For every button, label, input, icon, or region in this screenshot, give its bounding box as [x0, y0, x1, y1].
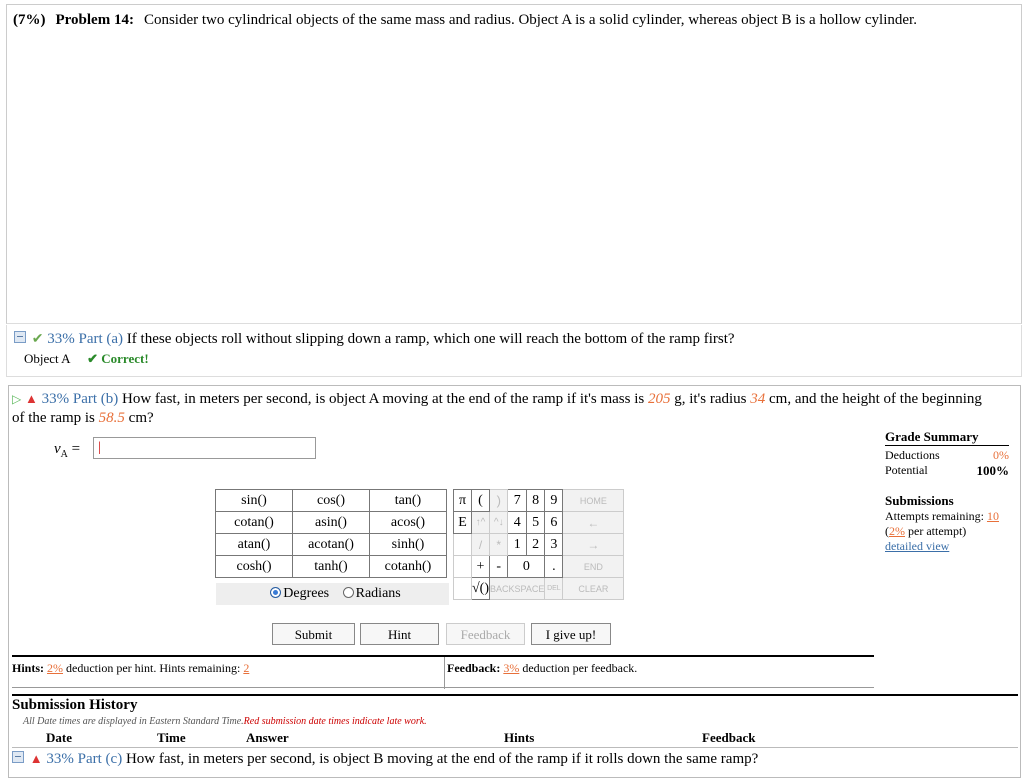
key-minus[interactable]: - — [490, 556, 508, 578]
key-asin[interactable]: asin() — [293, 512, 370, 534]
collapse-icon[interactable] — [14, 331, 26, 343]
hints-text: deduction per hint. Hints remaining: — [66, 661, 241, 675]
col-date: Date — [46, 730, 72, 745]
key-dot[interactable]: . — [545, 556, 563, 578]
part-c-question: How fast, in meters per second, is object B moving at the end of the ramp if it rolls down the same ramp? — [125, 751, 759, 767]
key-end[interactable]: END — [563, 556, 624, 578]
key-right-arrow[interactable]: → — [563, 534, 624, 556]
key-6[interactable]: 6 — [545, 512, 563, 534]
problem-statement — [13, 12, 917, 29]
problem-text: Consider two cylindrical objects of the same mass and radius. Object A is a solid cylinder, whereas object B is a hollow cylinder. — [143, 12, 917, 28]
part-c-divider — [12, 747, 1018, 748]
key-cos[interactable]: cos() — [293, 490, 370, 512]
feedback-label: Feedback: — [447, 661, 501, 675]
hints-label: Hints: — [12, 661, 45, 675]
key-atan[interactable]: atan() — [216, 534, 293, 556]
key-4[interactable]: 4 — [508, 512, 526, 534]
history-divider — [12, 694, 1018, 696]
part-b-q1: How fast, in meters per second, is object A moving at the end of the ramp if it's mass is — [122, 391, 645, 407]
potential-label: Potential — [885, 463, 928, 477]
feedback-text: deduction per feedback. — [522, 661, 638, 675]
key-cosh[interactable]: cosh() — [216, 556, 293, 578]
key-star[interactable]: * — [490, 534, 508, 556]
part-a-answer-line — [24, 351, 149, 367]
feedback-pct: 3% — [503, 661, 520, 675]
part-a-answer: Object A — [24, 351, 70, 366]
col-feedback: Feedback — [702, 730, 756, 745]
key-7[interactable]: 7 — [508, 490, 526, 512]
problem-header — [6, 4, 1022, 324]
key-sinh[interactable]: sinh() — [370, 534, 447, 556]
key-up[interactable]: ↑^ — [472, 512, 490, 534]
problem-title: Problem 14: — [55, 12, 134, 28]
per-attempt-label: per attempt) — [908, 524, 967, 538]
part-b-question — [12, 389, 992, 428]
part-b-pct: 33% — [41, 391, 70, 407]
answer-input[interactable]: | — [93, 437, 316, 459]
key-1[interactable]: 1 — [508, 534, 526, 556]
key-3[interactable]: 3 — [545, 534, 563, 556]
hint-button[interactable]: Hint — [360, 623, 439, 645]
history-note-text: All Date times are displayed in Eastern Standard Time. — [23, 716, 244, 727]
feedback-button[interactable]: Feedback — [446, 623, 525, 645]
key-cotanh[interactable]: cotanh() — [370, 556, 447, 578]
var-subscript: A — [60, 449, 68, 460]
part-a-question-line — [14, 331, 735, 348]
angle-mode — [216, 583, 449, 605]
number-keypad — [453, 489, 624, 600]
hints-feedback-bar — [12, 655, 874, 688]
function-keypad — [215, 489, 447, 578]
history-title: Submission History — [12, 697, 138, 713]
detailed-view-link[interactable]: detailed view — [885, 539, 950, 553]
expand-icon[interactable] — [12, 751, 24, 763]
key-sin[interactable]: sin() — [216, 490, 293, 512]
grade-title: Grade Summary — [885, 429, 979, 444]
var-symbol: v — [54, 441, 61, 457]
part-c-pct: 33% — [46, 751, 74, 767]
key-pi[interactable]: π — [454, 490, 472, 512]
grade-summary — [885, 429, 1009, 554]
var-equals: = — [71, 441, 81, 457]
key-backspace[interactable]: BACKSPACE — [490, 578, 545, 600]
key-acotan[interactable]: acotan() — [293, 534, 370, 556]
problem-weight: (7%) — [13, 12, 46, 28]
part-c-warning-icon: ▲ — [29, 751, 43, 766]
attempts-label: Attempts remaining: — [885, 509, 984, 523]
key-e[interactable]: E — [454, 512, 472, 534]
col-hints: Hints — [504, 730, 535, 745]
part-a-question: If these objects roll without slipping down a ramp, which one will reach the bottom of the ramp first? — [126, 331, 735, 347]
hints-pct: 2% — [47, 661, 64, 675]
per-attempt-pct: 2% — [889, 524, 905, 538]
col-time: Time — [157, 730, 186, 745]
degrees-radio[interactable] — [270, 587, 281, 598]
history-note-red: Red submission date times indicate late work. — [243, 716, 427, 727]
part-a-label[interactable]: Part (a) — [78, 331, 124, 347]
hints-remaining: 2 — [243, 661, 250, 675]
answer-variable-label — [54, 441, 80, 460]
key-lparen[interactable]: ( — [472, 490, 490, 512]
key-del[interactable]: DEL — [545, 578, 563, 600]
hints-divider — [444, 657, 445, 689]
part-a — [6, 325, 1022, 377]
key-9[interactable]: 9 — [545, 490, 563, 512]
part-b-q3: cm, and the height of the beginning of the ramp is — [12, 391, 982, 426]
key-plus[interactable]: + — [472, 556, 490, 578]
play-icon: ▷ — [12, 392, 22, 406]
feedback-info — [447, 661, 637, 676]
part-a-pct: 33% — [47, 331, 75, 347]
part-b-q4: cm? — [128, 410, 154, 426]
key-5[interactable]: 5 — [526, 512, 544, 534]
key-tan[interactable]: tan() — [370, 490, 447, 512]
history-note — [23, 716, 427, 727]
warning-icon: ▲ — [24, 391, 38, 406]
check-icon: ✔ — [31, 332, 44, 347]
hints-info — [12, 661, 249, 676]
part-b-mass: 205 — [647, 391, 671, 407]
key-left-arrow[interactable]: ← — [563, 512, 624, 534]
degrees-label: Degrees — [283, 586, 330, 601]
key-down[interactable]: ^↓ — [490, 512, 508, 534]
open-paren: ( — [885, 524, 889, 538]
key-sqrt[interactable]: √() — [472, 578, 490, 600]
col-answer: Answer — [246, 730, 289, 745]
submit-button[interactable]: Submit — [272, 623, 355, 645]
radians-label: Radians — [355, 586, 401, 601]
key-slash[interactable]: / — [472, 534, 490, 556]
potential-value: 100% — [976, 463, 1009, 478]
key-blank-3 — [454, 578, 472, 600]
deductions-value: 0% — [993, 448, 1009, 462]
part-b-radius: 34 — [750, 391, 766, 407]
attempts-value: 10 — [986, 509, 999, 523]
give-up-button[interactable]: I give up! — [531, 623, 611, 645]
key-8[interactable]: 8 — [526, 490, 544, 512]
part-b — [8, 385, 1021, 778]
part-a-status: ✔ Correct! — [87, 351, 149, 366]
key-rparen[interactable]: ) — [490, 490, 508, 512]
submissions-title: Submissions — [885, 493, 954, 508]
key-2[interactable]: 2 — [526, 534, 544, 556]
part-b-label[interactable]: Part (b) — [72, 391, 119, 407]
part-b-height: 58.5 — [98, 410, 125, 426]
key-home[interactable]: HOME — [563, 490, 624, 512]
key-clear[interactable]: CLEAR — [563, 578, 624, 600]
part-c — [12, 751, 758, 768]
key-acos[interactable]: acos() — [370, 512, 447, 534]
part-c-label[interactable]: Part (c) — [77, 751, 123, 767]
deductions-label: Deductions — [885, 448, 940, 462]
key-blank-2 — [454, 556, 472, 578]
key-blank — [454, 534, 472, 556]
key-cotan[interactable]: cotan() — [216, 512, 293, 534]
key-0[interactable]: 0 — [508, 556, 545, 578]
key-tanh[interactable]: tanh() — [293, 556, 370, 578]
radians-radio[interactable] — [343, 587, 354, 598]
part-b-q2: g, it's radius — [674, 391, 747, 407]
